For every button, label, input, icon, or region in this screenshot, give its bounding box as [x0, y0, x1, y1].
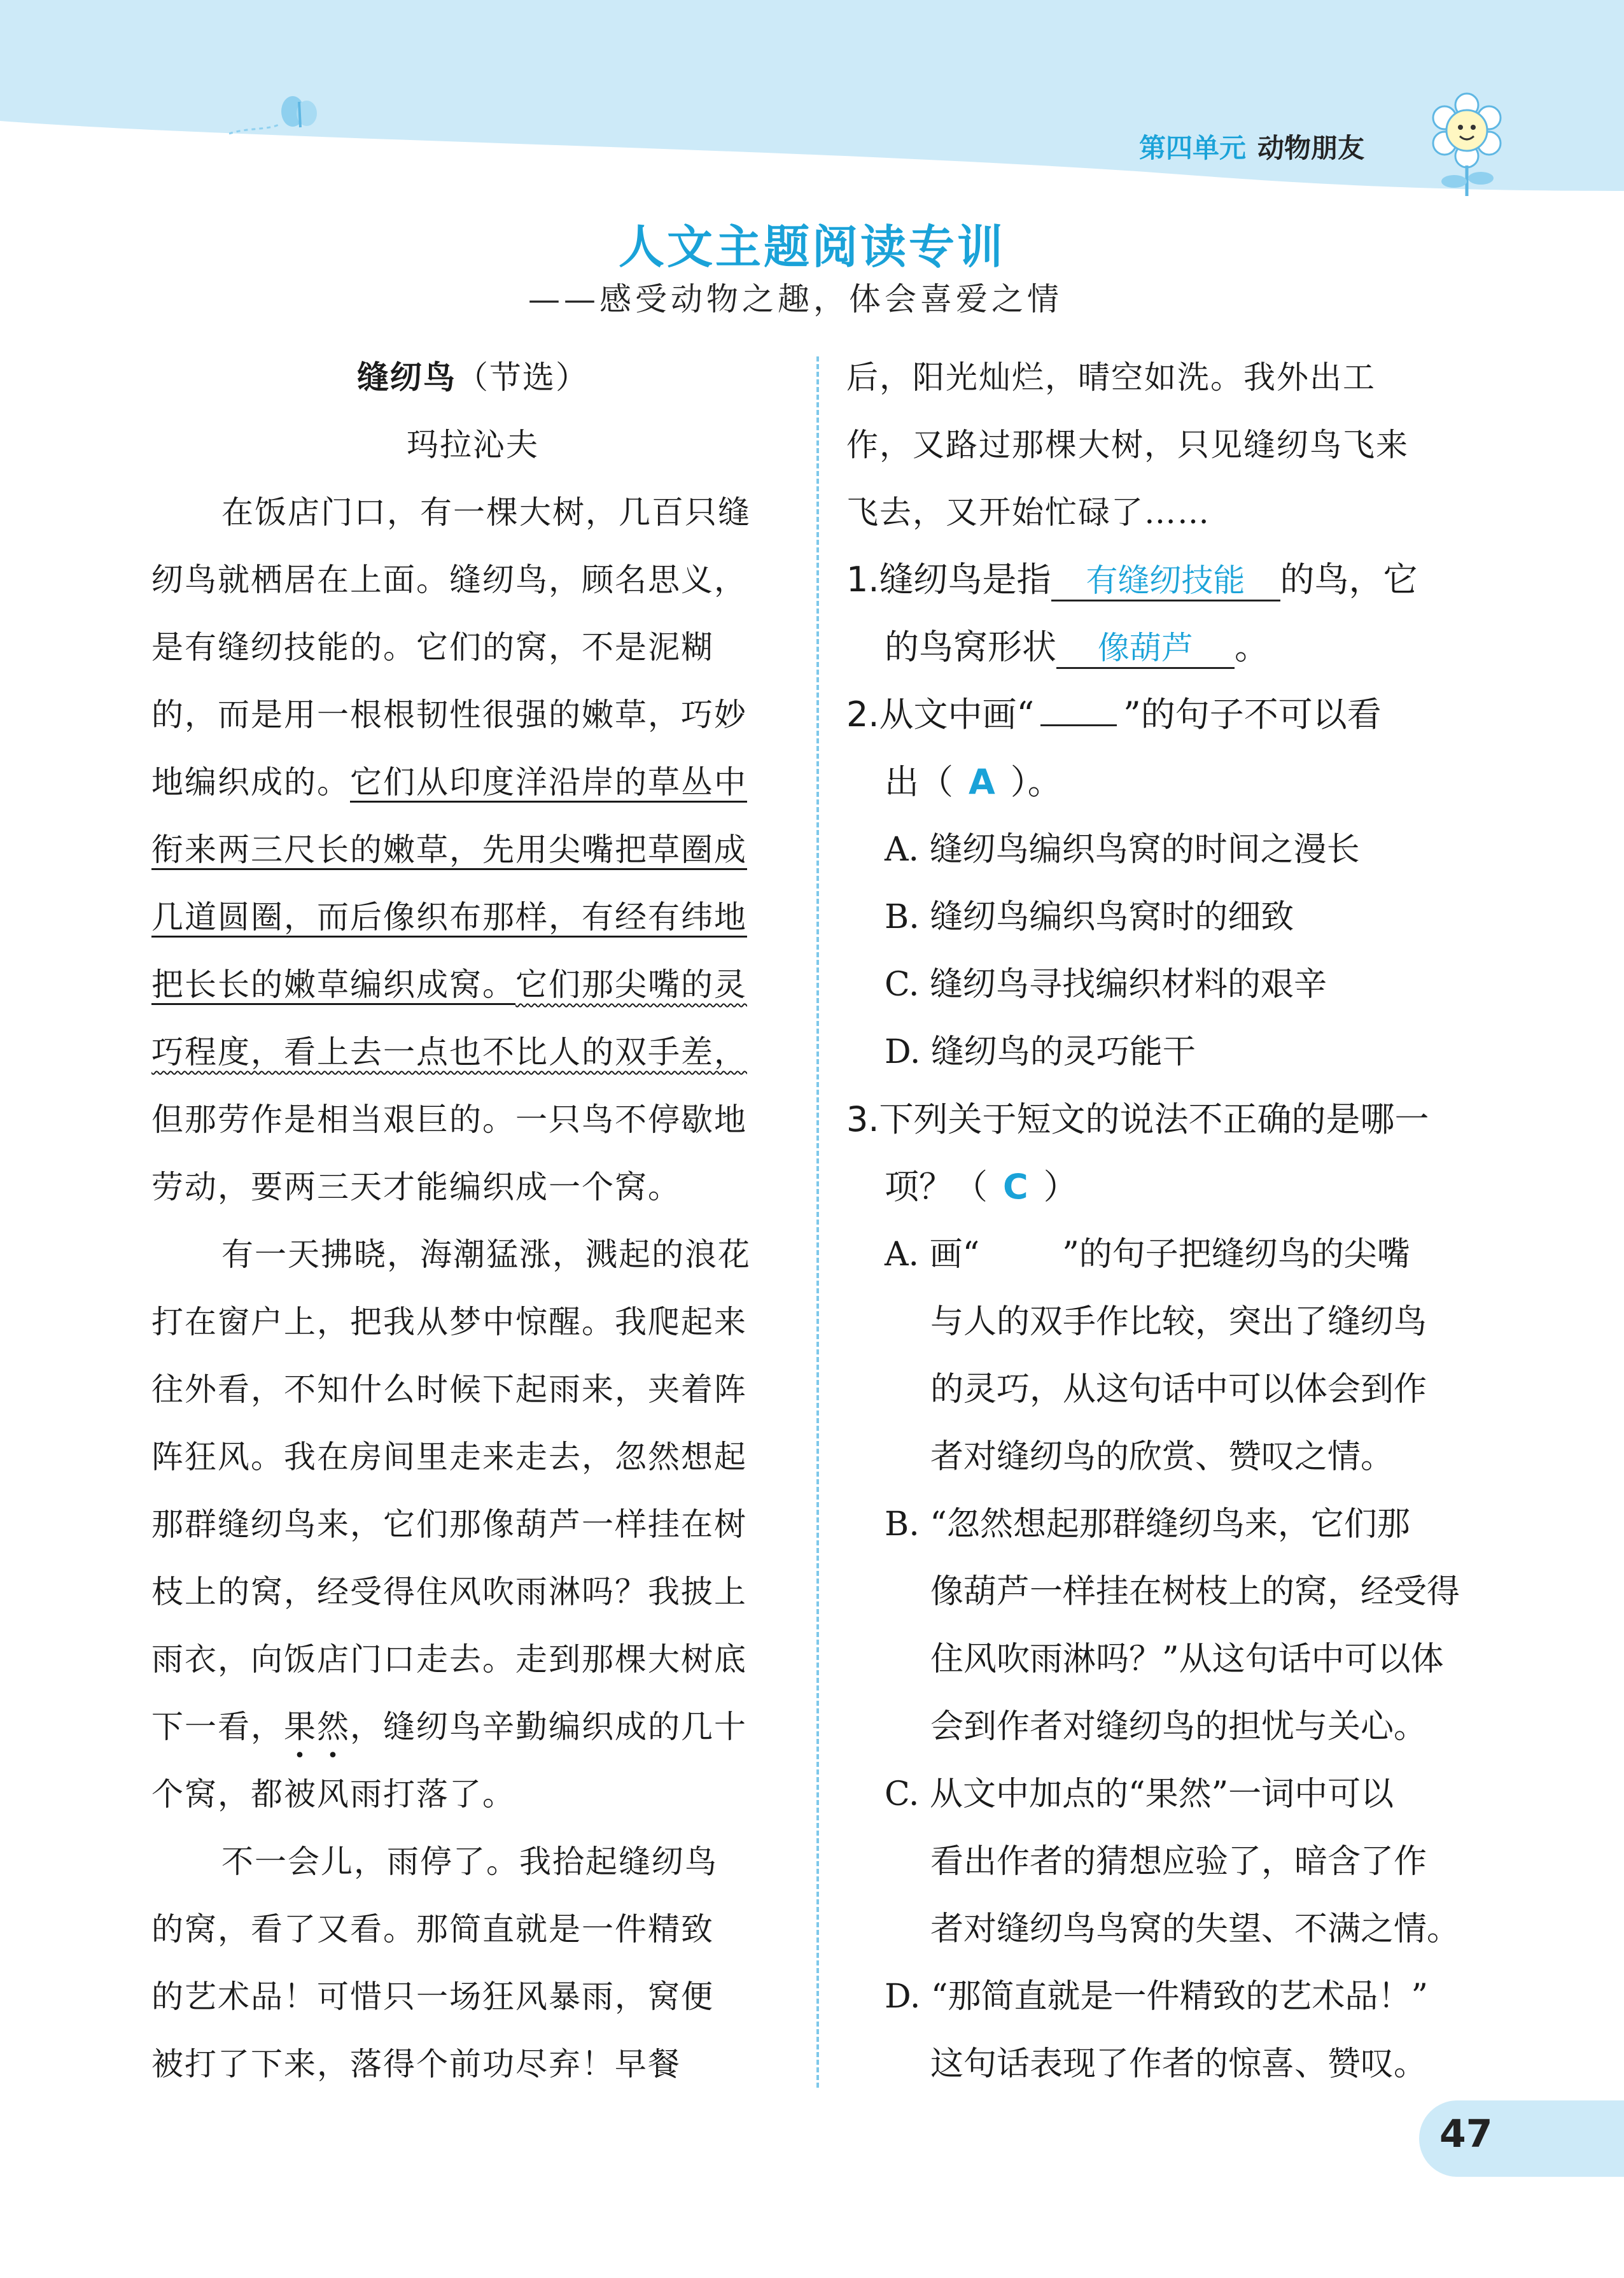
story-line: 后，阳光灿烂，晴空如洗。我外出工	[846, 359, 1376, 396]
question-text: 的鸟窝形状	[885, 627, 1056, 667]
story-line: 的，而是用一根根韧性很强的嫩草，巧妙	[151, 696, 747, 733]
story-line	[151, 1018, 794, 1086]
unit-topic: 动物朋友	[1257, 132, 1365, 164]
story-line: 有一天拂晓，海潮猛涨，溅起的浪花	[221, 1236, 751, 1273]
question-text: ”的句子不可以看	[1123, 694, 1382, 735]
sunflower-icon	[1425, 89, 1508, 197]
story-text: 下一看，	[151, 1708, 284, 1745]
story-line: 个窝，都被风雨打落了。	[151, 1776, 515, 1813]
story-line	[151, 883, 794, 951]
story-line: 的窝，看了又看。那简直就是一件精致	[151, 1911, 714, 1948]
option-a[interactable]	[846, 1221, 1495, 1288]
underline-sample	[1040, 699, 1117, 726]
wavy-underlined-sentence: 它们那尖嘴的灵	[515, 966, 747, 1003]
story-text: ，缝纫鸟辛勤编织成的几十	[350, 1708, 747, 1745]
story-line: 被打了下来，落得个前功尽弃！早餐	[151, 2046, 681, 2083]
option-c[interactable]: C. 缝纫鸟寻找编织材料的艰辛	[885, 966, 1327, 1004]
question-number: 3.	[846, 1099, 879, 1139]
answer-choice[interactable]: C	[1003, 1167, 1028, 1207]
story-line: 打在窗户上，把我从梦中惊醒。我爬起来	[151, 1304, 747, 1340]
wavy-underline-sample	[986, 1221, 1056, 1246]
story-line: 阵狂风。我在房间里走来走去，忽然想起	[151, 1438, 747, 1475]
question-text: 的鸟，它	[1280, 559, 1418, 600]
story-author: 玛拉沁夫	[407, 426, 539, 463]
story-line: 枝上的窝，经受得住风吹雨淋吗？我披上	[151, 1573, 747, 1610]
story-line: 雨衣，向饭店门口走去。走到那棵大树底	[151, 1641, 747, 1678]
option-c-cont: 者对缝纫鸟鸟窝的失望、不满之情。	[930, 1910, 1460, 1948]
question-2	[846, 681, 1495, 749]
story-column	[151, 344, 794, 2098]
question-1-cont	[846, 614, 1495, 681]
answer-text: 像葫芦	[1098, 629, 1193, 666]
option-b[interactable]: B. 缝纫鸟编织鸟窝时的细致	[885, 898, 1294, 936]
question-text: 出（	[885, 762, 953, 802]
butterfly-icon	[229, 89, 318, 140]
answer-text: 有缝纫技能	[1086, 562, 1245, 599]
wavy-underlined-sentence: 巧程度，看上去一点也不比人的双手差，	[151, 1034, 747, 1071]
question-number: 1.	[846, 559, 879, 600]
unit-number: 第四单元	[1139, 132, 1247, 164]
option-b[interactable]: B. “忽然想起那群缝纫鸟来，它们那	[885, 1505, 1410, 1543]
option-text: A. 画“	[885, 1235, 980, 1274]
story-title-note: （节选）	[456, 359, 589, 396]
option-b-cont: 像葫芦一样挂在树枝上的窝，经受得	[930, 1573, 1460, 1611]
question-text: 。	[1235, 627, 1269, 667]
page-number: 47	[1439, 2112, 1493, 2156]
column-divider	[816, 356, 819, 2088]
page-title: 人文主题阅读专训	[618, 220, 1005, 274]
underlined-sentence: 它们从印度洋沿岸的草丛中	[350, 764, 747, 801]
story-line: 纫鸟就栖居在上面。缝纫鸟，顾名思义，	[151, 561, 747, 598]
story-line: 但那劳作是相当艰巨的。一只鸟不停歇地	[151, 1101, 747, 1138]
story-line: 那群缝纫鸟来，它们那像葫芦一样挂在树	[151, 1506, 747, 1543]
question-text: ）。	[1010, 762, 1062, 802]
story-line: 不一会儿，雨停了。我拾起缝纫鸟	[221, 1843, 718, 1880]
question-3-cont	[846, 1153, 1495, 1221]
option-d[interactable]: D. “那简直就是一件精致的艺术品！”	[885, 1978, 1429, 2016]
option-a-cont: 与人的双手作比较，突出了缝纫鸟	[930, 1303, 1427, 1341]
question-text: 项？（	[885, 1167, 988, 1207]
underlined-sentence: 衔来两三尺长的嫩草，先用尖嘴把草圈成	[151, 831, 747, 868]
option-d[interactable]: D. 缝纫鸟的灵巧能干	[885, 1033, 1196, 1071]
story-title	[151, 344, 794, 411]
dotted-char: 然	[317, 1708, 350, 1745]
answer-blank[interactable]	[1056, 628, 1235, 669]
story-line	[151, 951, 794, 1018]
question-2-cont	[846, 749, 1495, 816]
option-b-cont: 会到作者对缝纫鸟的担忧与关心。	[930, 1708, 1427, 1746]
story-line: 劳动，要两三天才能编织成一个窝。	[151, 1169, 681, 1206]
question-text: 下列关于短文的说法不正确的是哪一	[879, 1099, 1429, 1139]
dotted-char: 果	[284, 1708, 317, 1745]
story-text: 地编织成的。	[151, 764, 350, 801]
question-number: 2.	[846, 694, 879, 735]
option-b-cont: 住风吹雨淋吗？”从这句话中可以体	[930, 1640, 1444, 1678]
answer-blank[interactable]	[1051, 561, 1280, 601]
story-line: 的艺术品！可惜只一场狂风暴雨，窝便	[151, 1978, 714, 2015]
option-c[interactable]: C. 从文中加点的“果然”一词中可以	[885, 1775, 1394, 1813]
option-d-cont: 这句话表现了作者的惊喜、赞叹。	[930, 2045, 1427, 2083]
story-line: 往外看，不知什么时候下起雨来，夹着阵	[151, 1371, 747, 1408]
underlined-sentence: 几道圆圈，而后像织布那样，有经有纬地	[151, 899, 747, 936]
option-a-cont: 者对缝纫鸟的欣赏、赞叹之情。	[930, 1438, 1394, 1476]
story-line	[151, 816, 794, 883]
story-line: 在饭店门口，有一棵大树，几百只缝	[221, 494, 751, 531]
option-a[interactable]: A. 缝纫鸟编织鸟窝的时间之漫长	[885, 831, 1360, 869]
underlined-sentence: 把长长的嫩草编织成窝。	[151, 966, 515, 1003]
option-a-cont: 的灵巧，从这句话中可以体会到作	[930, 1370, 1427, 1409]
unit-label	[1139, 127, 1364, 165]
question-column	[846, 344, 1495, 2098]
story-line	[151, 1693, 794, 1761]
story-line: 飞去，又开始忙碌了……	[846, 494, 1210, 531]
story-line: 是有缝纫技能的。它们的窝，不是泥糊	[151, 629, 714, 666]
page-subtitle: ——感受动物之趣，体会喜爱之情	[528, 281, 1063, 318]
question-text: 从文中画“	[879, 694, 1035, 735]
question-3	[846, 1086, 1495, 1153]
option-c-cont: 看出作者的猜想应验了，暗含了作	[930, 1843, 1427, 1881]
story-title-text: 缝纫鸟	[357, 358, 456, 396]
answer-choice[interactable]: A	[969, 762, 995, 802]
story-line	[151, 749, 794, 816]
option-text: ”的句子把缝纫鸟的尖嘴	[1062, 1235, 1410, 1274]
question-text: 缝纫鸟是指	[879, 559, 1051, 600]
question-text: ）	[1043, 1167, 1078, 1207]
question-1	[846, 546, 1495, 614]
story-line: 作，又路过那棵大树，只见缝纫鸟飞来	[846, 426, 1409, 463]
